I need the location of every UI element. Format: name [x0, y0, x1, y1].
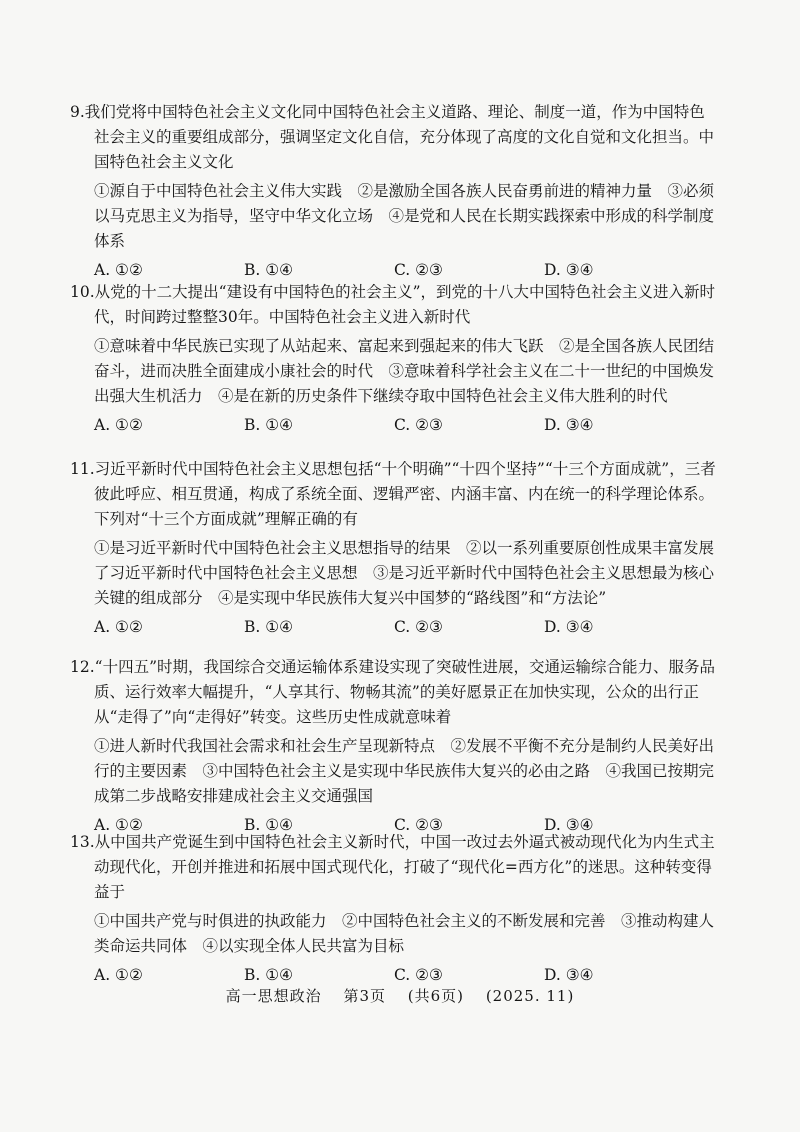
question-text: “十四五”时期，我国综合交通运输体系建设实现了突破性进展，交通运输综合能力、服务品质、运行效率大幅提升，“人享其行、物畅其流”的美好愿景正在加快实现，公众的出行正从“走得了”向“走得好”转变。这些历史性成就意味着: [94, 658, 716, 726]
question-items: ①是习近平新时代中国特色社会主义思想指导的结果 ②以一系列重要原创性成果丰富发展了习近平新时代中国特色社会主义思想 ③是习近平新时代中国特色社会主义思想最为核心关键的组成部分 ④是实现中华民族伟大复兴中国梦的“路线图”和“方法论”: [94, 539, 715, 607]
choice-d: D. ③④: [544, 618, 594, 636]
footer-page: 第3页: [343, 987, 386, 1005]
choice-b: B. ①④: [244, 618, 294, 636]
choice-d: D. ③④: [544, 261, 594, 279]
answer-choices: [70, 615, 720, 640]
choice-a: A. ①②: [94, 966, 143, 984]
question-number: 11.: [70, 460, 95, 478]
question-stem: [70, 457, 720, 532]
question-number: 10.: [70, 283, 95, 301]
choice-d: D. ③④: [544, 966, 594, 984]
question-text: 习近平新时代中国特色社会主义思想包括“十个明确”“十四个坚持”“十三个方面成就”，三者彼此呼应、相互贯通，构成了系统全面、逻辑严密、内涵丰富、内在统一的科学理论体系。下列对“十三个方面成就”理解正确的有: [94, 460, 716, 528]
question-13: [70, 830, 720, 988]
choice-b: B. ①④: [244, 966, 294, 984]
question-11: [70, 457, 720, 640]
question-9: [70, 100, 720, 283]
question-items: ①中国共产党与时俱进的执政能力 ②中国特色社会主义的不断发展和完善 ③推动构建人类命运共同体 ④以实现全体人民共富为目标: [94, 912, 715, 955]
choice-a: A. ①②: [94, 416, 143, 434]
footer-subject: 高一思想政治: [225, 987, 322, 1005]
choice-c: C. ②③: [394, 966, 443, 984]
choice-a: A. ①②: [94, 261, 143, 279]
page-footer: [0, 985, 800, 1006]
question-text: 我们党将中国特色社会主义文化同中国特色社会主义道路、理论、制度一道，作为中国特色社会主义的重要组成部分，强调坚定文化自信，充分体现了高度的文化自觉和文化担当。中国特色社会主义文化: [84, 103, 715, 171]
question-items: ①意味着中华民族已实现了从站起来、富起来到强起来的伟大飞跃 ②是全国各族人民团结奋斗，进而决胜全面建成小康社会的时代 ③意味着科学社会主义在二十一世纪的中国焕发出强大生机活力 ④是在新的历史条件下继续夺取中国特色社会主义伟大胜利的时代: [94, 337, 715, 405]
choice-b: B. ①④: [244, 261, 294, 279]
choice-d: D. ③④: [544, 416, 594, 434]
choice-d: D. ③④: [544, 816, 594, 834]
question-text: 从党的十二大提出“建设有中国特色的社会主义”，到党的十八大中国特色社会主义进入新时代，时间跨过整整30年。中国特色社会主义进入新时代: [94, 283, 716, 326]
question-stem: [70, 100, 720, 175]
question-stem: [70, 280, 720, 330]
question-12: [70, 655, 720, 838]
question-text: 从中国共产党诞生到中国特色社会主义新时代，中国一改过去外逼式被动现代化为内生式主动现代化，开创并推进和拓展中国式现代化，打破了“现代化=西方化”的迷思。这种转变得益于: [94, 833, 715, 901]
question-items: ①进人新时代我国社会需求和社会生产呈现新特点 ②发展不平衡不充分是制约人民美好出行的主要因素 ③中国特色社会主义是实现中华民族伟大复兴的必由之路 ④我国已按期完成第二步战略安排建成社会主义交通强国: [94, 737, 715, 805]
question-number: 12.: [70, 658, 95, 676]
choice-c: C. ②③: [394, 618, 443, 636]
answer-choices: [70, 413, 720, 438]
question-10: [70, 280, 720, 438]
choice-b: B. ①④: [244, 416, 294, 434]
choice-c: C. ②③: [394, 416, 443, 434]
choice-c: C. ②③: [394, 816, 443, 834]
question-items: ①源自于中国特色社会主义伟大实践 ②是激励全国各族人民奋勇前进的精神力量 ③必须以马克思主义为指导，坚守中华文化立场 ④是党和人民在长期实践探索中形成的科学制度体系: [94, 182, 715, 250]
question-number: 9.: [70, 103, 85, 121]
choice-b: B. ①④: [244, 816, 294, 834]
choice-c: C. ②③: [394, 261, 443, 279]
footer-total: (共6页): [407, 987, 465, 1005]
choice-a: A. ①②: [94, 816, 143, 834]
footer-date: (2025. 11): [485, 987, 575, 1005]
choice-a: A. ①②: [94, 618, 143, 636]
question-number: 13.: [70, 833, 95, 851]
question-stem: [70, 655, 720, 730]
question-stem: [70, 830, 720, 905]
